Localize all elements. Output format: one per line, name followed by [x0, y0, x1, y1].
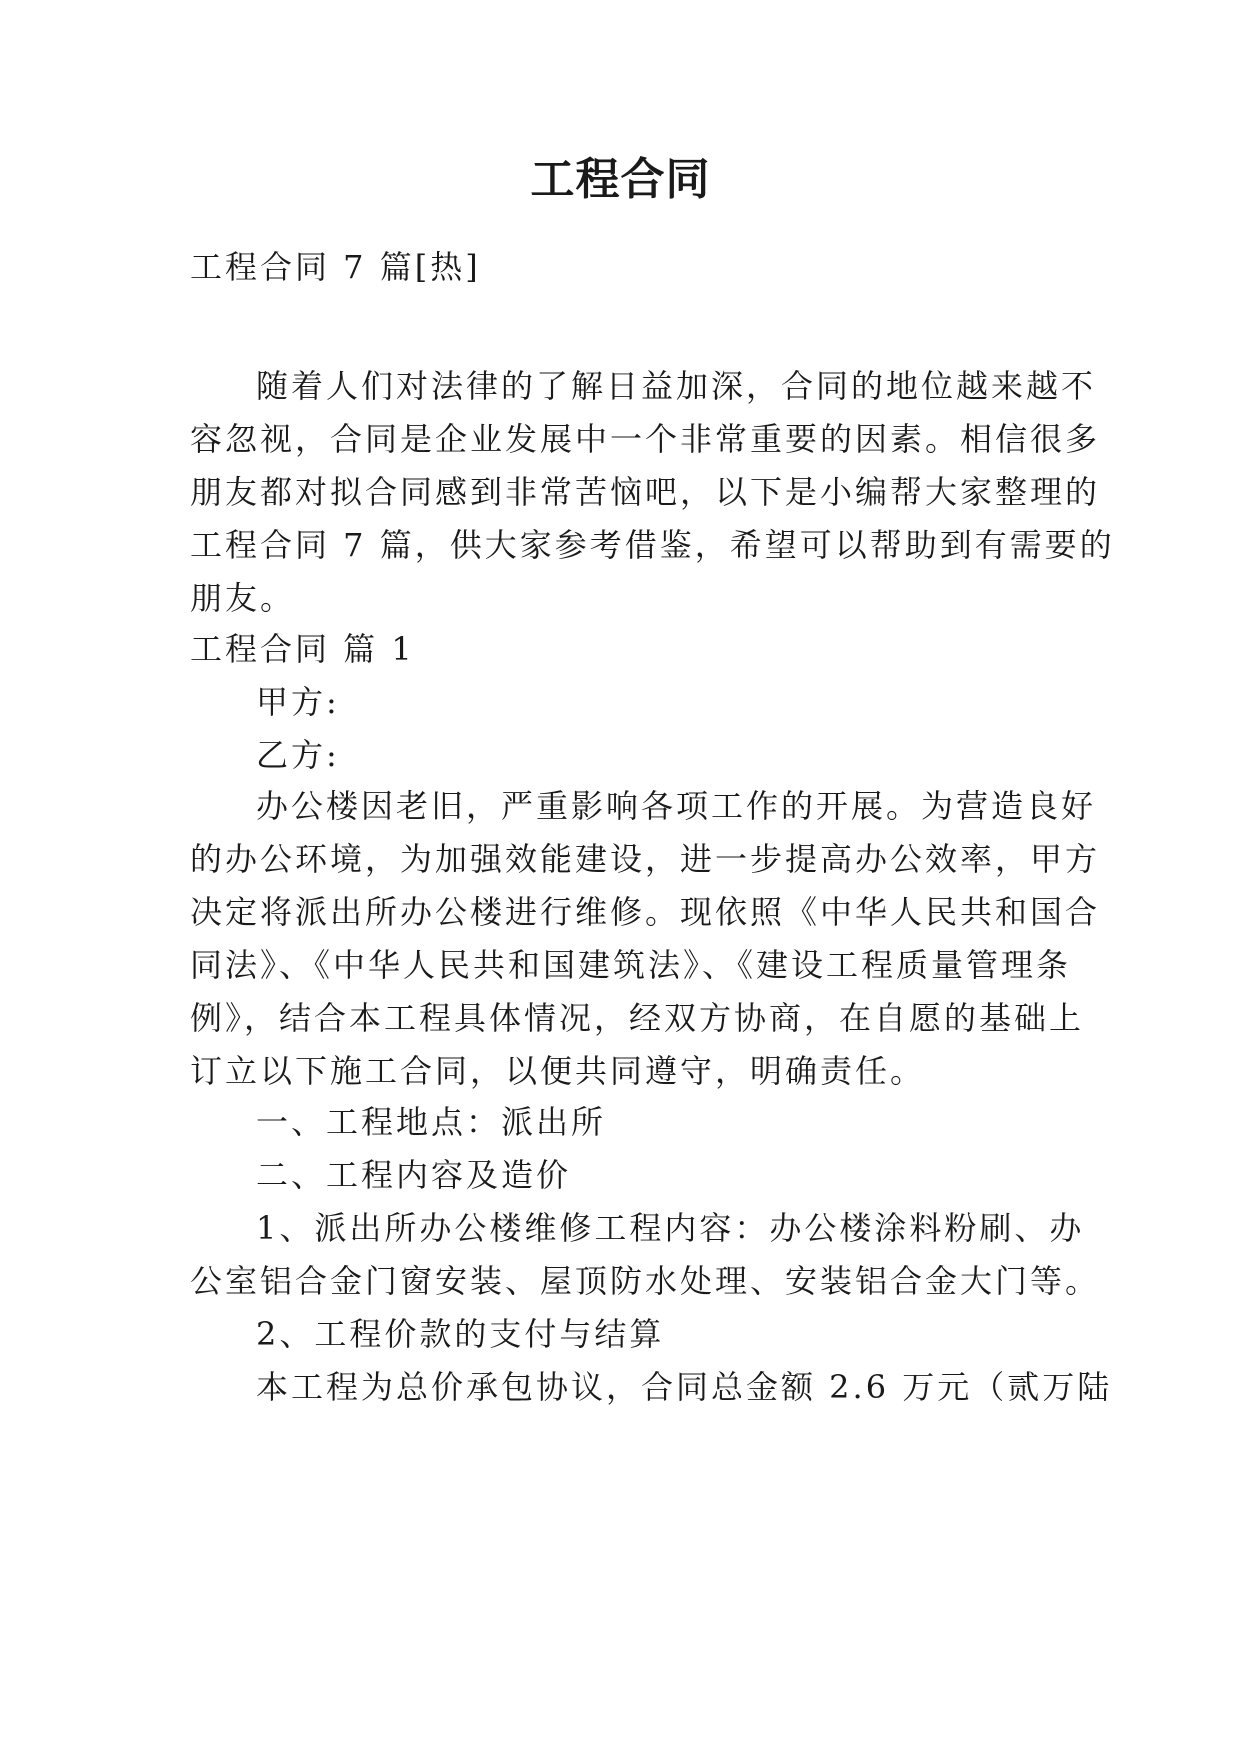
- paragraph-line: 例》，结合本工程具体情况，经双方协商，在自愿的基础上: [190, 999, 1085, 1037]
- intro-line: 工程合同 7 篇，供大家参考借鉴，希望可以帮助到有需要的: [190, 526, 1115, 564]
- clause-subitem-line: 公室铝合金门窗安装、屋顶防水处理、安装铝合金大门等。: [190, 1262, 1101, 1300]
- section-heading: 工程合同 篇 1: [190, 630, 415, 668]
- document-title: 工程合同: [530, 154, 711, 205]
- paragraph-line: 同法》、《中华人民共和国建筑法》、《建设工程质量管理条: [190, 946, 1072, 984]
- paragraph-line: 订立以下施工合同，以便共同遵守，明确责任。: [190, 1052, 926, 1090]
- paragraph-line: 决定将派出所办公楼进行维修。现依照《中华人民共和国合: [190, 893, 1101, 931]
- paragraph-line: 办公楼因老旧，严重影响各项工作的开展。为营造良好: [256, 787, 1097, 825]
- intro-line: 朋友。: [190, 579, 296, 617]
- clause-item: 一、工程地点：派出所: [256, 1103, 607, 1141]
- paragraph-line: 本工程为总价承包协议，合同总金额 2.6 万元（贰万陆: [256, 1368, 1113, 1406]
- clause-subitem-line: 1、派出所办公楼维修工程内容：办公楼涂料粉刷、办: [256, 1209, 1085, 1247]
- party-b-label: 乙方:: [256, 736, 340, 774]
- intro-line: 朋友都对拟合同感到非常苦恼吧，以下是小编帮大家整理的: [190, 473, 1101, 511]
- paragraph-line: 的办公环境，为加强效能建设，进一步提高办公效率，甲方: [190, 840, 1101, 878]
- party-a-label: 甲方:: [256, 683, 340, 721]
- intro-line: 容忽视，合同是企业发展中一个非常重要的因素。相信很多: [190, 420, 1101, 458]
- intro-line: 随着人们对法律的了解日益加深，合同的地位越来越不: [256, 367, 1097, 405]
- clause-item: 二、工程内容及造价: [256, 1156, 572, 1194]
- document-subtitle: 工程合同 7 篇[热]: [190, 248, 481, 286]
- clause-subitem: 2、工程价款的支付与结算: [256, 1315, 665, 1353]
